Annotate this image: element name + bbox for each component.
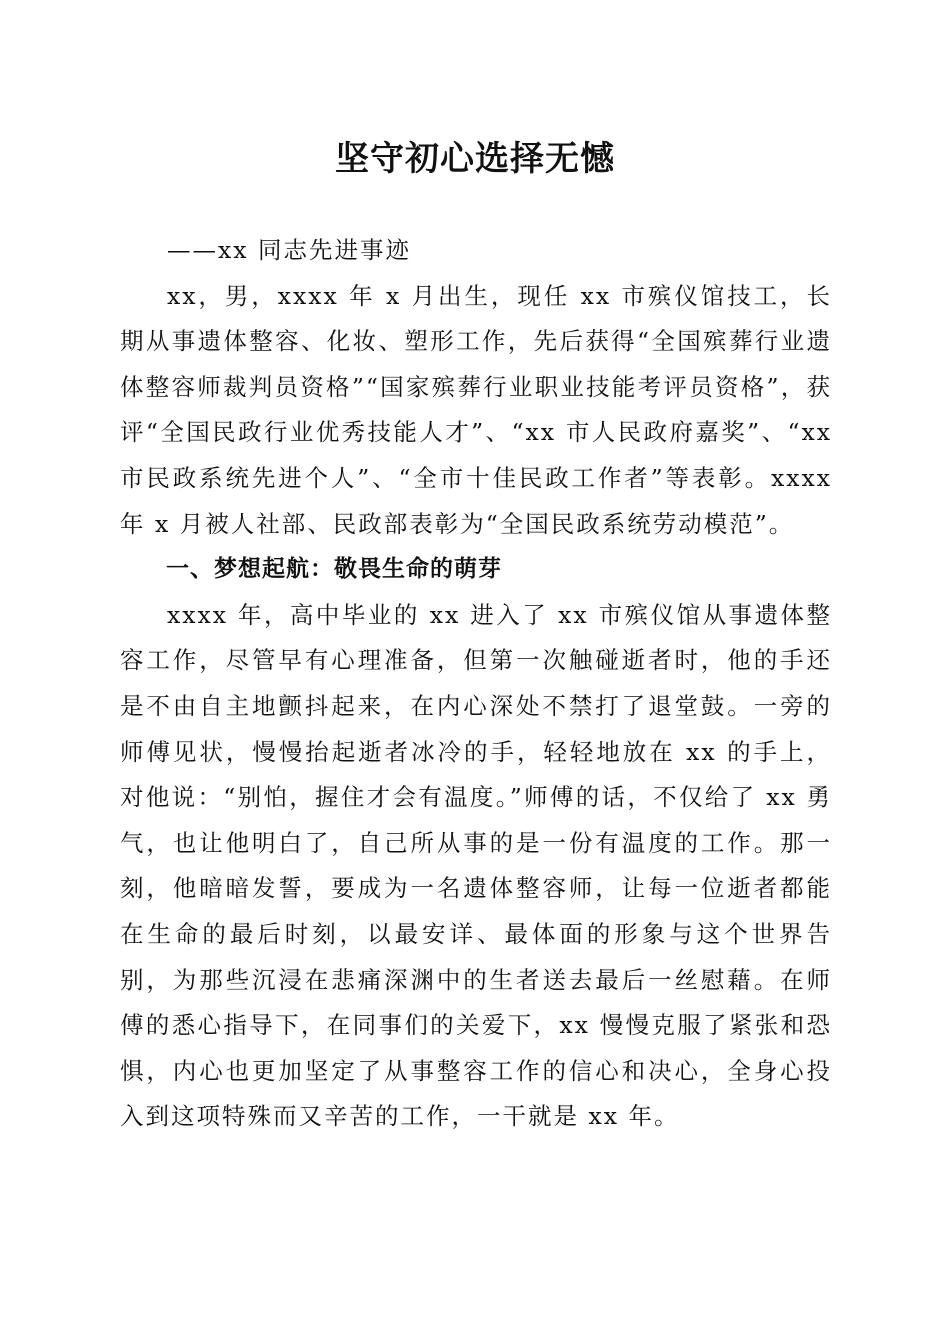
subtitle: ——xx 同志先进事迹 — [167, 236, 411, 264]
document-title: 坚守初心选择无憾 — [335, 139, 615, 179]
document-body — [120, 228, 832, 1140]
section-heading: 一、梦想起航：敬畏生命的萌芽 — [166, 556, 502, 583]
section-paragraph: xxxx 年，高中毕业的 xx 进入了 xx 市殡仪馆从事遗体整容工作，尽管早有心理准备，但第一次触碰逝者时，他的手还是不由自主地颤抖起来，在内心深处不禁打了退堂鼓。一旁的师傅见状，慢慢抬起逝者冰冷的手，轻轻地放在 xx 的手上，对他说：“别怕，握住才会有温度。”师傅的话，不仅给了 xx 勇气，也让他明白了，自己所从事的是一份有温度的工作。那一刻，他暗暗发誓，要成为一名遗体整容师，让每一位逝者都能在生命的最后时刻，以最安详、最体面的形象与这个世界告别，为那些沉浸在悲痛深渊中的生者送去最后一丝慰藉。在师傅的悉心指导下，在同事们的关爱下，xx 慢慢克服了紧张和恐惧，内心也更加坚定了从事整容工作的信心和决心，全身心投入到这项特殊而又辛苦的工作，一干就是 xx 年。 — [120, 600, 832, 1131]
intro-paragraph: xx，男，xxxx 年 x 月出生，现任 xx 市殡仪馆技工，长期从事遗体整容、化妆、塑形工作，先后获得“全国殡葬行业遗体整容师裁判员资格”“国家殡葬行业职业技能考评员资格”，获评“全国民政行业优秀技能人才”、“xx 市人民政府嘉奖”、“xx 市民政系统先进个人”、“全市十佳民政工作者”等表彰。xxxx 年 x 月被人社部、民政部表彰为“全国民政系统劳动模范”。 — [120, 281, 832, 538]
